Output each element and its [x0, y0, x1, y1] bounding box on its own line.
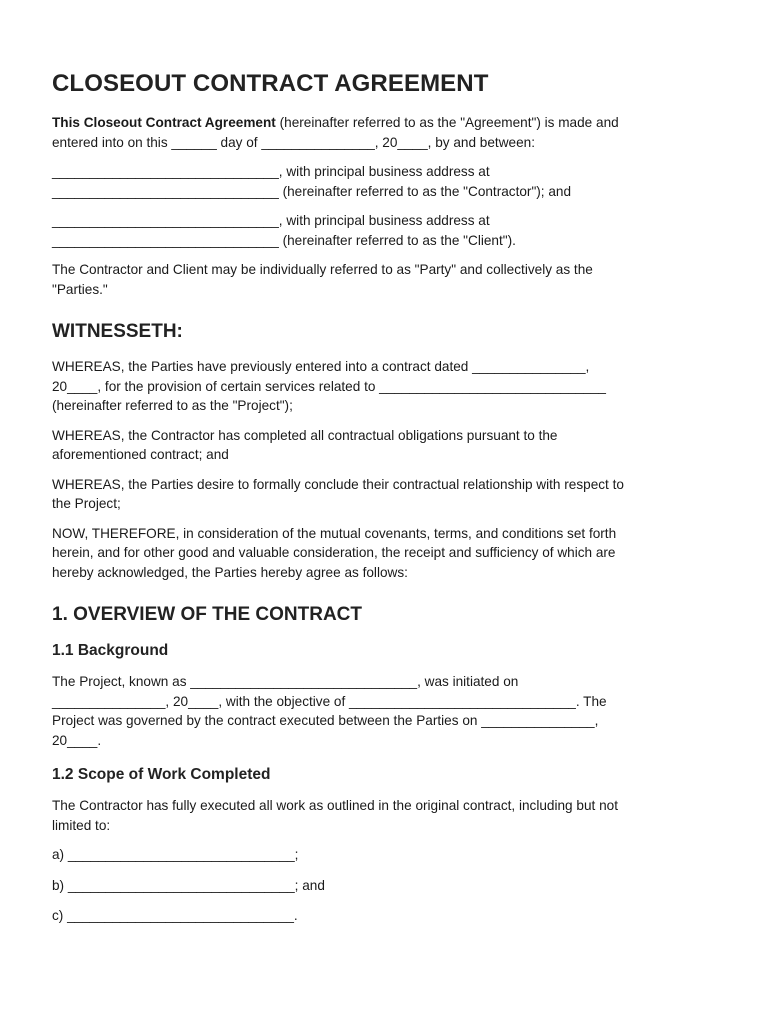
now-therefore-paragraph [52, 524, 718, 583]
whereas-1-paragraph [52, 357, 718, 416]
whereas-1-line-3: (hereinafter referred to as the "Project"); [52, 398, 293, 413]
whereas-1-line-2: 20____, for the provision of certain services related to ______________________________ [52, 378, 606, 394]
intro-line-1 [52, 113, 718, 133]
section-1-heading: 1. OVERVIEW OF THE CONTRACT [52, 604, 363, 625]
parties-note-line-1: The Contractor and Client may be individually referred to as "Party" and collectively as the [52, 262, 593, 277]
scope-item-b: b) ______________________________; and [52, 877, 325, 893]
scope-item-c: c) ______________________________. [52, 908, 298, 923]
client-paragraph [52, 211, 718, 250]
client-line-1: ______________________________, with principal business address at [52, 213, 490, 228]
whereas-3-line-1: WHEREAS, the Parties desire to formally conclude their contractual relationship with respect to [52, 476, 624, 492]
whereas-3-paragraph [52, 475, 718, 514]
background-paragraph [52, 672, 718, 750]
document-title: CLOSEOUT CONTRACT AGREEMENT [52, 70, 489, 97]
scope-line-2: limited to: [52, 817, 111, 833]
background-line-3: Project was governed by the contract executed between the Parties on _______________, [52, 713, 599, 728]
intro-bold-lead: This Closeout Contract Agreement [52, 115, 276, 130]
whereas-2-line-2: aforementioned contract; and [52, 447, 229, 462]
intro-paragraph [52, 113, 718, 152]
whereas-1-line-1: WHEREAS, the Parties have previously entered into a contract dated _______________, [52, 359, 590, 374]
now-therefore-line-3: hereby acknowledged, the Parties hereby agree as follows: [52, 564, 408, 580]
scope-item-a: a) ______________________________; [52, 847, 299, 862]
client-line-2: ______________________________ (hereinafter referred to as the "Client"). [52, 232, 516, 248]
whereas-2-line-1: WHEREAS, the Contractor has completed all contractual obligations pursuant to the [52, 427, 558, 443]
background-line-2: _______________, 20____, with the objective of ______________________________. The [52, 693, 607, 709]
parties-note-paragraph [52, 260, 718, 299]
scope-paragraph [52, 796, 718, 835]
contractor-paragraph [52, 162, 718, 201]
background-heading: 1.1 Background [52, 642, 169, 659]
whereas-3-line-2: the Project; [52, 496, 121, 511]
now-therefore-line-2: herein, and for other good and valuable consideration, the receipt and sufficiency of which are [52, 545, 616, 560]
contractor-line-2: ______________________________ (hereinafter referred to as the "Contractor"); and [52, 183, 572, 199]
whereas-2-paragraph [52, 426, 718, 465]
scope-heading: 1.2 Scope of Work Completed [52, 766, 271, 783]
background-line-1: The Project, known as ______________________________, was initiated on [52, 674, 519, 689]
intro-rest: (hereinafter referred to as the "Agreement") is made and [275, 115, 619, 130]
witnesseth-heading: WITNESSETH: [52, 321, 183, 342]
now-therefore-line-1: NOW, THEREFORE, in consideration of the mutual covenants, terms, and conditions set forth [52, 525, 617, 541]
intro-line-2: entered into on this ______ day of _______________, 20____, by and between: [52, 134, 535, 150]
background-line-4: 20____. [52, 732, 102, 748]
contractor-line-1: ______________________________, with principal business address at [52, 164, 490, 179]
scope-line-1: The Contractor has fully executed all work as outlined in the original contract, including but not [52, 798, 618, 813]
parties-note-line-2: "Parties." [52, 281, 108, 297]
